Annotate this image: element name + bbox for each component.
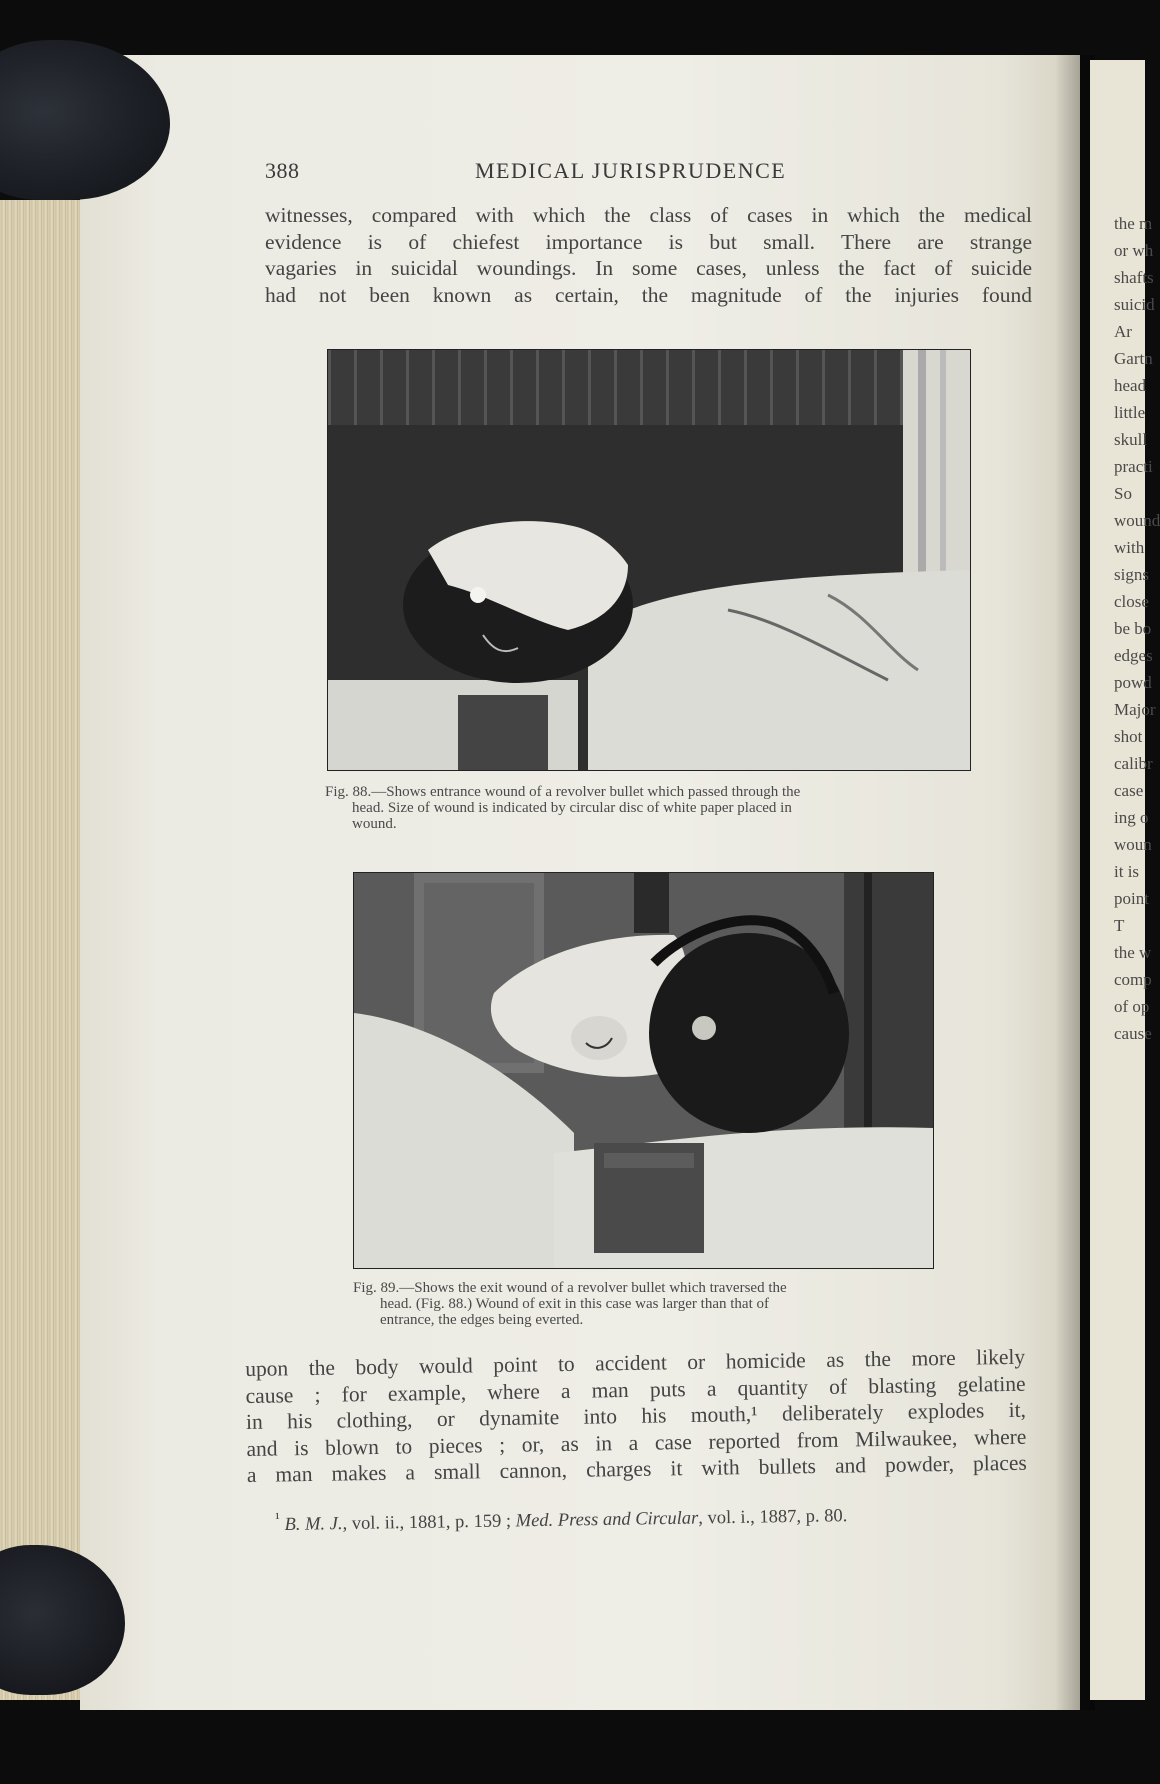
facing-page-fragment: woun [1114,835,1152,854]
facing-page-fragment: skull [1114,430,1148,449]
facing-page-fragment: practi [1114,457,1153,476]
facing-page-fragment: suicid [1114,295,1155,314]
facing-page-fragment: of op [1114,997,1150,1016]
facing-page-text [1090,60,1160,1047]
text-line: a man makes a small cannon, charges it with bullets and powder, places [246,1450,1027,1487]
text-line: in his clothing, or dynamite into his mouth,¹ deliberately explodes it, [245,1397,1027,1434]
facing-page-fragment: Ar [1114,322,1132,341]
facing-page-fragment: powd [1114,673,1152,692]
facing-page-fragment: T [1114,916,1125,935]
facing-page-fragment: with [1114,538,1145,557]
footnote-source-1: B. M. J. [284,1514,343,1536]
facing-page-fragment: it is [1114,862,1140,881]
footnote-source-2: Med. Press and Circular [515,1508,699,1532]
paragraph-top [265,202,1032,308]
facing-page-fragment: or wh [1114,241,1154,260]
gutter-shadow [1055,55,1095,1710]
figure-88-photo [327,349,971,771]
facing-page-fragment: wound [1114,511,1160,530]
footnote-marker: ¹ [275,1509,280,1527]
text-line: cause ; for example, where a man puts a quantity of blasting gelatine [245,1371,1026,1408]
figure-89-caption [353,1280,938,1328]
caption-line: Fig. 89.—Shows the exit wound of a revolver bullet which traversed the [353,1280,787,1296]
facing-page-fragment: comp [1114,970,1152,989]
facing-page-fragment: the m [1114,214,1153,233]
facing-page-fragment: So [1114,484,1132,503]
facing-page-fragment: Gartn [1114,349,1153,368]
figure-88-caption [325,784,973,832]
facing-page-fragment: little [1114,403,1146,422]
footnote-source-1-detail: , vol. ii., 1881, p. 159 ; [342,1511,512,1535]
facing-page-fragment: calibr [1114,754,1153,773]
facing-page-fragment: shot [1114,727,1143,746]
caption-line: wound. [352,816,397,832]
facing-page-fragment: be bo [1114,619,1152,638]
facing-page-fragment: case [1114,781,1144,800]
caption-line: Fig. 88.—Shows entrance wound of a revolver bullet which passed through the [325,784,801,800]
caption-line: entrance, the edges being everted. [380,1312,584,1328]
text-line: witnesses, compared with which the class of cases in which the medical [265,203,1032,227]
facing-page-fragment: shafts [1114,268,1154,287]
text-line: upon the body would point to accident or homicide as the more likely [245,1344,1026,1381]
running-title: MEDICAL JURISPRUDENCE [475,158,787,183]
text-line: had not been known as certain, the magnitude of the injuries found [265,282,1032,307]
page-edges [0,200,90,1700]
text-line: vagaries in suicidal woundings. In some cases, unless the fact of suicide [265,256,1032,280]
facing-page-fragment: ing o [1114,808,1149,827]
facing-page-edge [1090,60,1160,1700]
facing-page-fragment: signs [1114,565,1149,584]
text-line: evidence is of chiefest importance is but small. There are strange [265,229,1032,254]
facing-page-fragment: point [1114,889,1149,908]
caption-line: head. Size of wound is indicated by circular disc of white paper placed in [352,800,792,816]
facing-page-fragment: Major [1114,700,1156,719]
caption-line: head. (Fig. 88.) Wound of exit in this case was larger than that of [380,1296,769,1312]
text-line: and is blown to pieces ; or, as in a case reported from Milwaukee, where [246,1424,1027,1461]
facing-page-fragment: head [1114,376,1147,395]
footnote-source-2-detail: , vol. i., 1887, p. 80. [698,1506,848,1529]
running-header [265,158,1035,188]
paragraph-bottom [245,1344,1027,1489]
figure-89-photo [353,872,934,1269]
facing-page-fragment: close [1114,592,1149,611]
facing-page-fragment: edges [1114,646,1153,665]
facing-page-fragment: the w [1114,943,1152,962]
page-number: 388 [265,158,300,183]
facing-page-fragment: cause [1114,1024,1152,1043]
